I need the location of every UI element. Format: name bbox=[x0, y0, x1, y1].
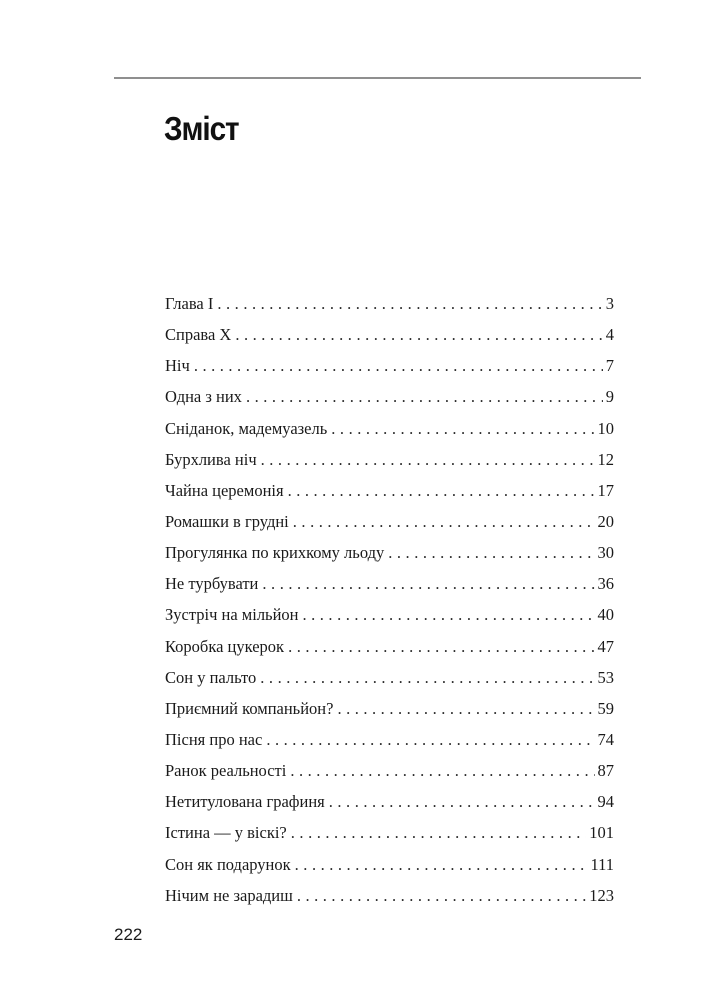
toc-entry-title: Одна з них bbox=[165, 387, 242, 407]
dot-leader bbox=[290, 755, 594, 786]
toc-entry[interactable] bbox=[165, 381, 614, 412]
toc-entry[interactable] bbox=[165, 693, 614, 724]
toc-entry-page: 111 bbox=[590, 854, 614, 874]
dot-leader bbox=[297, 880, 586, 911]
top-rule bbox=[114, 77, 641, 79]
toc-entry-title: Зустріч на мільйон bbox=[165, 605, 299, 625]
toc-entry-page: 12 bbox=[597, 449, 614, 469]
toc-entry[interactable] bbox=[165, 568, 614, 599]
toc-entry-title: Сон як подарунок bbox=[165, 854, 291, 874]
toc-entry-page: 10 bbox=[597, 418, 614, 438]
toc-entry-page: 74 bbox=[597, 729, 614, 749]
toc-entry[interactable] bbox=[165, 849, 614, 880]
toc-entry-title: Істина — у віскі? bbox=[165, 823, 287, 843]
dot-leader bbox=[217, 288, 602, 319]
page-title: Зміст bbox=[164, 110, 239, 147]
toc-entry-title: Не турбувати bbox=[165, 574, 259, 594]
dot-leader bbox=[246, 381, 603, 412]
dot-leader bbox=[260, 662, 594, 693]
dot-leader bbox=[288, 475, 595, 506]
toc-entry[interactable] bbox=[165, 631, 614, 662]
toc-entry[interactable] bbox=[165, 475, 614, 506]
toc-entry[interactable] bbox=[165, 350, 614, 381]
toc-entry-title: Коробка цукерок bbox=[165, 636, 285, 656]
toc-entry-page: 59 bbox=[597, 698, 614, 718]
dot-leader bbox=[266, 724, 594, 755]
dot-leader bbox=[291, 817, 586, 848]
toc-entry-title: Чайна церемонія bbox=[165, 480, 284, 500]
toc-entry[interactable] bbox=[165, 413, 614, 444]
toc-entry-title: Сон у пальто bbox=[165, 667, 257, 687]
toc-entry-title: Нетитулована графиня bbox=[165, 792, 325, 812]
toc-entry-page: 17 bbox=[597, 480, 614, 500]
toc-entry-title: Нічим не зарадиш bbox=[165, 885, 293, 905]
toc-entry-page: 30 bbox=[597, 543, 614, 563]
dot-leader bbox=[293, 506, 595, 537]
toc-entry-title: Приємний компаньйон? bbox=[165, 698, 334, 718]
toc-entry-page: 123 bbox=[589, 885, 614, 905]
toc-entry-page: 4 bbox=[605, 325, 614, 345]
toc-entry-title: Пісня про нас bbox=[165, 729, 263, 749]
dot-leader bbox=[388, 537, 594, 568]
toc-entry-title: Бурхлива ніч bbox=[165, 449, 257, 469]
dot-leader bbox=[302, 599, 594, 630]
toc-entry-title: Справа Х bbox=[165, 325, 232, 345]
page-number: 222 bbox=[114, 925, 143, 944]
dot-leader bbox=[261, 444, 595, 475]
toc-entry-title: Ранок реальності bbox=[165, 761, 287, 781]
toc-entry[interactable] bbox=[165, 319, 614, 350]
toc-entry-page: 101 bbox=[589, 823, 614, 843]
toc-entry[interactable] bbox=[165, 537, 614, 568]
toc-entry-title: Ромашки в грудні bbox=[165, 511, 289, 531]
dot-leader bbox=[329, 786, 595, 817]
toc-entry[interactable] bbox=[165, 506, 614, 537]
toc-entry-page: 94 bbox=[597, 792, 614, 812]
toc-entry[interactable] bbox=[165, 662, 614, 693]
toc-entry-title: Сніданок, мадемуазель bbox=[165, 418, 328, 438]
toc-entry[interactable] bbox=[165, 599, 614, 630]
toc-entry-title: Ніч bbox=[165, 356, 190, 376]
dot-leader bbox=[337, 693, 594, 724]
toc-entry-page: 36 bbox=[597, 574, 614, 594]
toc-entry[interactable] bbox=[165, 724, 614, 755]
toc-entry[interactable] bbox=[165, 288, 614, 319]
dot-leader bbox=[331, 413, 594, 444]
dot-leader bbox=[262, 568, 594, 599]
toc-entry-page: 20 bbox=[597, 511, 614, 531]
dot-leader bbox=[194, 350, 603, 381]
toc-entry[interactable] bbox=[165, 444, 614, 475]
toc-entry[interactable] bbox=[165, 880, 614, 911]
toc-entry[interactable] bbox=[165, 755, 614, 786]
toc-entry-title: Прогулянка по крихкому льоду bbox=[165, 543, 385, 563]
toc-entry-page: 3 bbox=[605, 294, 614, 313]
toc-entry-page: 47 bbox=[597, 636, 614, 656]
toc-entry-page: 53 bbox=[597, 667, 614, 687]
toc-entry[interactable] bbox=[165, 817, 614, 848]
toc-entry-page: 7 bbox=[605, 356, 614, 376]
toc-entry-page: 9 bbox=[605, 387, 614, 407]
toc-entry[interactable] bbox=[165, 786, 614, 817]
toc-entry-page: 87 bbox=[597, 761, 614, 781]
dot-leader bbox=[288, 631, 594, 662]
toc-entry-page: 40 bbox=[597, 605, 614, 625]
dot-leader bbox=[235, 319, 602, 350]
dot-leader bbox=[295, 849, 588, 880]
toc-entry-title: Глава І bbox=[165, 294, 214, 313]
table-of-contents bbox=[165, 288, 614, 911]
